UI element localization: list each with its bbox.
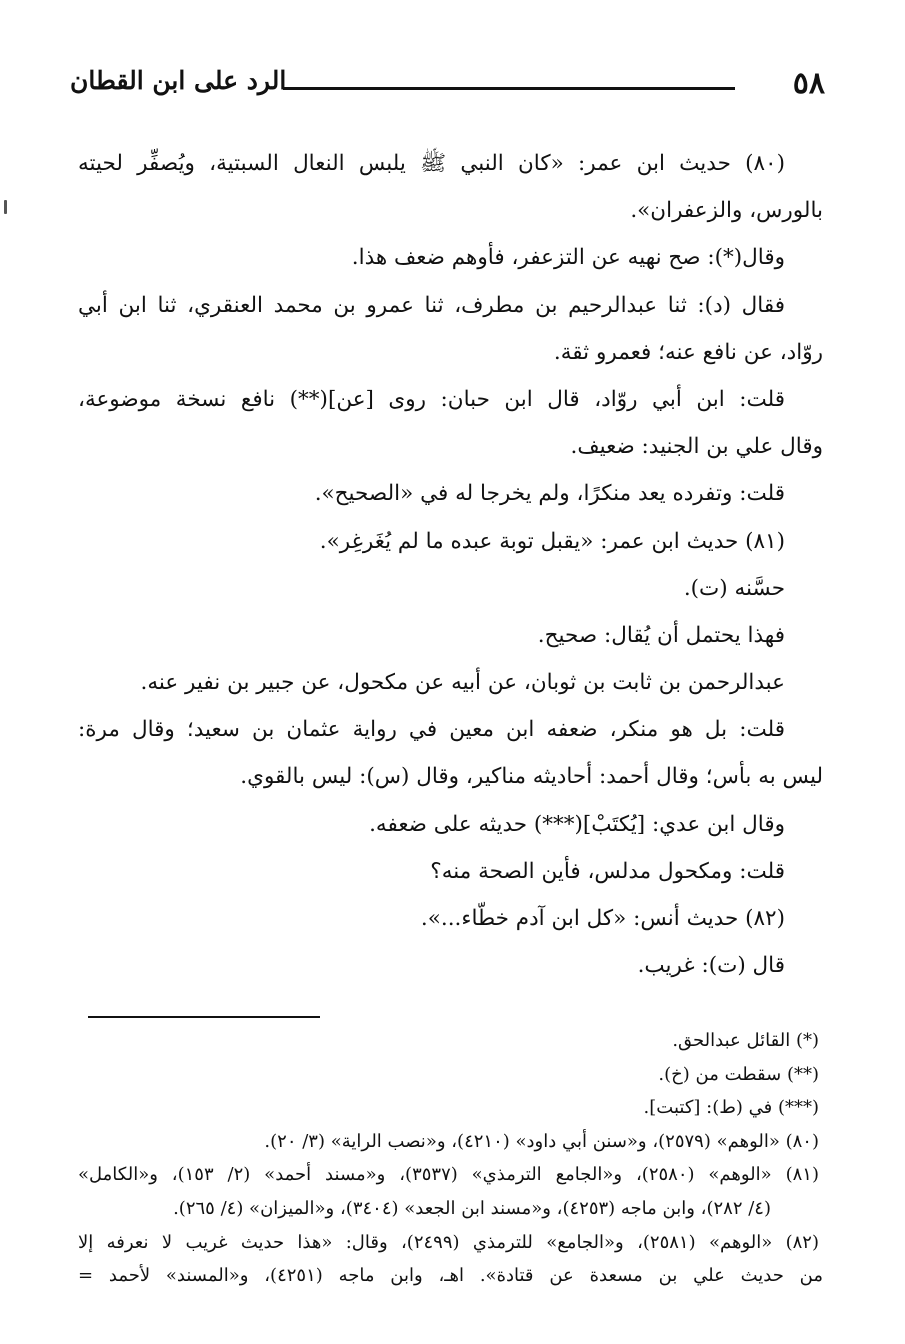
text-line: قلت: بل هو منكر، ضعفه ابن معين في رواية عثمان بن سعيد؛ وقال مرة: bbox=[78, 717, 785, 743]
text-line: حسَّنه (ت). bbox=[683, 575, 785, 601]
text-line: ليس به بأس؛ وقال أحمد: أحاديثه مناكير، وقال (س): ليس بالقوي. bbox=[240, 764, 823, 790]
header-rule bbox=[283, 87, 735, 90]
footnote-line: (**) سقطت من (خ). bbox=[658, 1063, 819, 1085]
text-line: قلت: ابن أبي روّاد، قال ابن حبان: روى [عن](**) نافع نسخة موضوعة، bbox=[78, 386, 785, 412]
text-line: وقال علي بن الجنيد: ضعيف. bbox=[570, 434, 823, 460]
text-line: قلت: وتفرده يعد منكرًا، ولم يخرجا له في «الصحيح». bbox=[314, 481, 785, 507]
text-line: وقال ابن عدي: [يُكتَبْ](***) حديثه على ضعفه. bbox=[369, 811, 785, 837]
text-line: بالورس، والزعفران». bbox=[630, 198, 823, 224]
text-line: وقال(*): صح نهيه عن التزعفر، فأوهم ضعف هذا. bbox=[351, 245, 785, 271]
footnote-line: (٨٠) «الوهم» (٢٥٧٩)، و«سنن أبي داود» (٤٢١٠)، و«نصب الراية» (٣/ ٢٠). bbox=[264, 1130, 819, 1152]
footnotes bbox=[78, 1024, 823, 1293]
footnote-line: (٨١) «الوهم» (٢٥٨٠)، و«الجامع الترمذي» (٣٥٣٧)، و«مسند أحمد» (٢/ ١٥٣)، و«الكامل» bbox=[78, 1164, 819, 1186]
page-header bbox=[70, 60, 825, 110]
text-line: فقال (د): ثنا عبدالرحيم بن مطرف، ثنا عمرو بن محمد العنقري، ثنا ابن أبي bbox=[78, 292, 785, 318]
footnote-separator bbox=[88, 1016, 320, 1018]
footnote-line: (٤/ ٢٨٢)، وابن ماجه (٤٢٥٣)، و«مسند ابن الجعد» (٣٤٠٤)، و«الميزان» (٤/ ٢٦٥). bbox=[173, 1197, 771, 1219]
text-line: روّاد، عن نافع عنه؛ فعمرو ثقة. bbox=[553, 339, 823, 365]
running-title: الرد على ابن القطان bbox=[70, 66, 287, 95]
footnote-line: (*) القائل عبدالحق. bbox=[672, 1030, 819, 1051]
footnote-line: من حديث علي بن مسعدة عن قتادة». اهـ، وابن ماجه (٤٢٥١)، و«المسند» لأحمد = bbox=[78, 1265, 823, 1287]
footnote-line: (٨٢) «الوهم» (٢٥٨١)، و«الجامع» للترمذي (٢٤٩٩)، وقال: «هذا حديث غريب لا نعرفه إلا bbox=[78, 1231, 819, 1253]
text-line: (٨٢) حديث أنس: «كل ابن آدم خطّاء...». bbox=[420, 906, 785, 931]
text-line: (٨٠) حديث ابن عمر: «كان النبي ﷺ يلبس النعال السبتية، ويُصفِّر لحيته bbox=[78, 151, 785, 176]
main-text bbox=[78, 140, 823, 989]
text-line: عبدالرحمن بن ثابت بن ثوبان، عن أبيه عن مكحول، عن جبير بن نفير عنه. bbox=[140, 670, 785, 696]
text-line: (٨١) حديث ابن عمر: «يقبل توبة عبده ما لم يُغَرغِر». bbox=[319, 528, 785, 554]
text-line: فهذا يحتمل أن يُقال: صحيح. bbox=[537, 622, 785, 648]
text-line: قلت: ومكحول مدلس، فأين الصحة منه؟ bbox=[430, 858, 785, 884]
footnote-line: (***) في (ط): [كتبت]. bbox=[643, 1097, 819, 1119]
text-line: قال (ت): غريب. bbox=[637, 953, 785, 979]
page-number: ٥٨ bbox=[792, 66, 825, 101]
scan-edge-mark bbox=[4, 200, 7, 214]
